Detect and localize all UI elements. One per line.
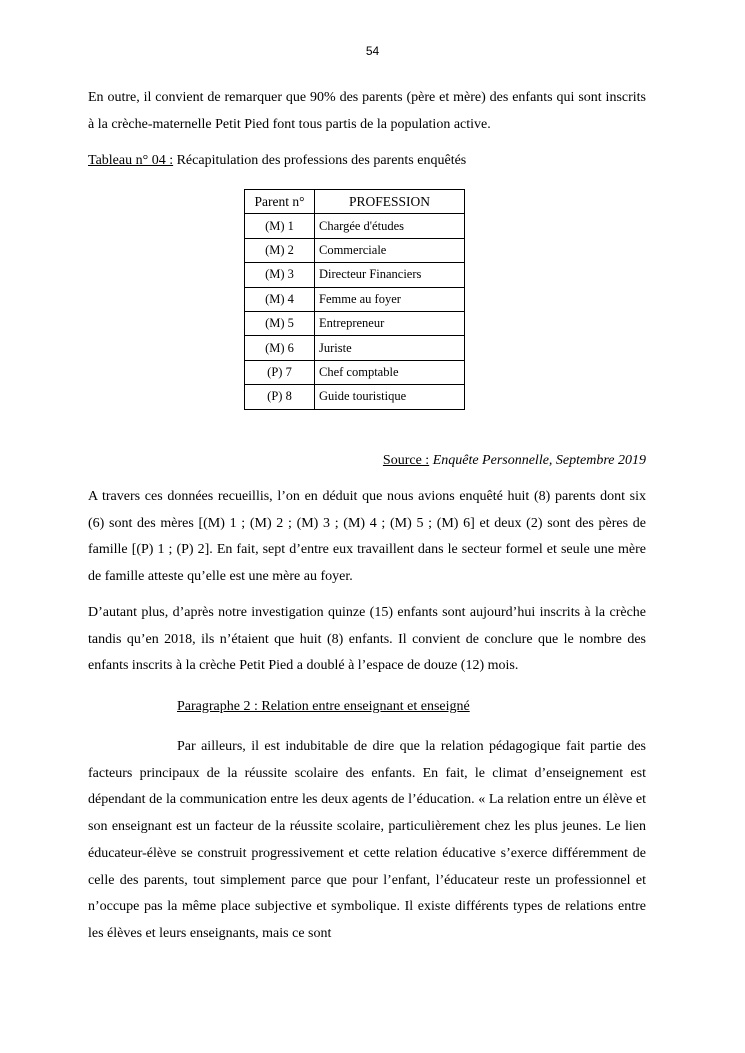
table-header-row — [245, 190, 465, 214]
table-caption — [88, 151, 466, 171]
profession-cell: Chargée d'études — [315, 214, 465, 238]
header-parent: Parent n° — [245, 190, 315, 214]
profession-cell: Juriste — [315, 336, 465, 360]
table-row — [245, 385, 465, 409]
header-profession: PROFESSION — [315, 190, 465, 214]
table-row — [245, 311, 465, 335]
section-subheading: Paragraphe 2 : Relation entre enseignant et enseigné — [177, 699, 470, 714]
source-text: Enquête Personnelle, Septembre 2019 — [432, 453, 646, 468]
parent-cell: (M) 6 — [245, 336, 315, 360]
source-line — [383, 451, 646, 471]
parent-cell: (M) 1 — [245, 214, 315, 238]
table-row — [245, 263, 465, 287]
profession-cell: Entrepreneur — [315, 311, 465, 335]
profession-cell: Guide touristique — [315, 385, 465, 409]
table-row — [245, 214, 465, 238]
table-row — [245, 360, 465, 384]
parent-cell: (M) 5 — [245, 311, 315, 335]
parent-cell: (M) 4 — [245, 287, 315, 311]
body-paragraph-2: A travers ces données recueillis, l’on en déduit que nous avions enquêté huit (8) parents dont six (6) sont des mères [(M) 1 ; (M) 2 ; (M) 3 ; (M) 4 ; (M) 5 ; (M) 6] et deux (2) sont des pères de famille [(P) 1 ; (P) 2]. En fait, sept d’entre eux travaillent dans le secteur formel et seule une mère de famille atteste qu’elle est une mère au foyer. — [88, 489, 646, 585]
profession-cell: Commerciale — [315, 238, 465, 262]
profession-cell: Femme au foyer — [315, 287, 465, 311]
table-caption-text: Récapitulation des professions des parents enquêtés — [173, 153, 467, 168]
table-row — [245, 287, 465, 311]
parent-cell: (M) 3 — [245, 263, 315, 287]
professions-table — [244, 189, 465, 410]
table-caption-label: Tableau n° 04 : — [88, 153, 174, 168]
parent-cell: (P) 8 — [245, 385, 315, 409]
parent-cell: (P) 7 — [245, 360, 315, 384]
table-row — [245, 336, 465, 360]
profession-cell: Chef comptable — [315, 360, 465, 384]
source-label: Source : — [382, 453, 430, 468]
profession-cell: Directeur Financiers — [315, 263, 465, 287]
body-paragraph-4: Par ailleurs, il est indubitable de dire que la relation pédagogique fait partie des facteurs principaux de la réussite scolaire des enfants. En fait, le climat d’enseignement est dépendant de la communication entre les deux agents de l’éducation. « La relation entre un élève et son enseignant est un facteur de la réussite scolaire, particulièrement chez les plus jeunes. Le lien éducateur-élève se construit progressivement et cette relation éducative s’exerce différemment de celle des parents, tout simplement parce que pour l’enfant, l’éducateur reste un professionnel et n’occupe pas la même place subjective et symbolique. Il existe différents types de relations entre les élèves et leurs enseignants, mais ce sont — [88, 739, 646, 941]
table-row — [245, 238, 465, 262]
parent-cell: (M) 2 — [245, 238, 315, 262]
page-number: 54 — [365, 44, 380, 58]
intro-paragraph: En outre, il convient de remarquer que 90% des parents (père et mère) des enfants qui sont inscrits à la crèche-maternelle Petit Pied font tous partis de la population active. — [88, 90, 646, 132]
body-paragraph-3: D’autant plus, d’après notre investigation quinze (15) enfants sont aujourd’hui inscrits à la crèche tandis qu’en 2018, ils n’étaient que huit (8) enfants. Il convient de conclure que le nombre des enfants inscrits à la crèche Petit Pied a doublé à l’espace de douze (12) mois. — [88, 605, 646, 674]
